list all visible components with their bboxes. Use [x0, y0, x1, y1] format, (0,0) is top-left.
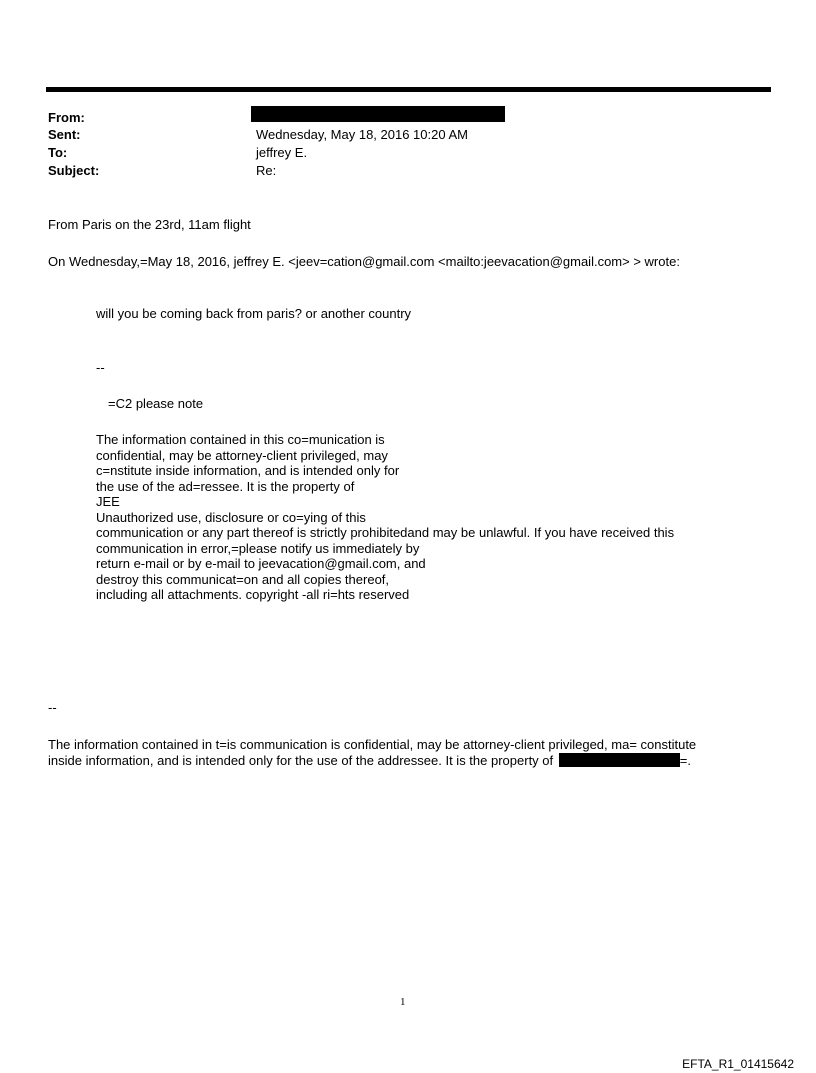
disclaimer-line: Unauthorized use, disclosure or co=ying of this	[96, 509, 366, 525]
footer-line-1: The information contained in t=is communication is confidential, may be attorney-client privileged, ma= constitute	[48, 737, 697, 752]
quoted-signature-dash: --	[96, 360, 105, 375]
disclaimer-line: communication in error,=please notify us immediately by	[96, 540, 420, 556]
quote-intro: On Wednesday,=May 18, 2016, jeffrey E. <jeev=cation@gmail.com <mailto:jeevacation@gmail.com> > wrote:	[48, 254, 680, 269]
subject-label: Subject:	[48, 163, 100, 178]
sent-label: Sent:	[48, 127, 81, 142]
disclaimer-line: JEE	[96, 494, 120, 509]
footer-tail: =.	[679, 753, 691, 768]
disclaimer-line: return e-mail or by e-mail to jeevacation@gmail.com, and	[96, 556, 426, 571]
page-number: 1	[400, 996, 406, 1008]
disclaimer-line: including all attachments. copyright -all ri=hts reserved	[96, 587, 410, 602]
disclaimer-line: c=nstitute inside information, and is intended only for	[96, 463, 400, 478]
footer-line-2	[48, 753, 691, 768]
from-redaction	[251, 106, 505, 122]
disclaimer-line: destroy this communicat=on and all copies thereof,	[96, 571, 390, 587]
sent-value: Wednesday, May 18, 2016 10:20 AM	[256, 127, 468, 142]
signature-dash: --	[48, 700, 57, 715]
quoted-question: will you be coming back from paris? or another country	[96, 306, 412, 321]
quoted-note: =C2 please note	[108, 396, 204, 411]
bates-number: EFTA_R1_01415642	[682, 1057, 794, 1071]
reply-line: From Paris on the 23rd, 11am flight	[48, 217, 251, 232]
disclaimer-line: the use of the ad=ressee. It is the property of	[96, 478, 355, 494]
subject-value: Re:	[256, 163, 277, 178]
footer-line-2-text: inside information, and is intended only for the use of the addressee. It is the property of	[48, 753, 554, 768]
disclaimer-line: communication or any part thereof is strictly prohibitedand may be unlawful. If you have received this	[96, 525, 675, 540]
disclaimer-line: The information contained in this co=munication is	[96, 432, 385, 447]
disclaimer-line: confidential, may be attorney-client privileged, may	[96, 447, 388, 463]
from-label: From:	[48, 110, 85, 125]
quoted-disclaimer	[96, 432, 674, 603]
footer-redaction	[559, 753, 680, 767]
header-rule	[46, 87, 771, 92]
to-value: jeffrey E.	[256, 145, 308, 160]
to-label: To:	[48, 145, 68, 160]
